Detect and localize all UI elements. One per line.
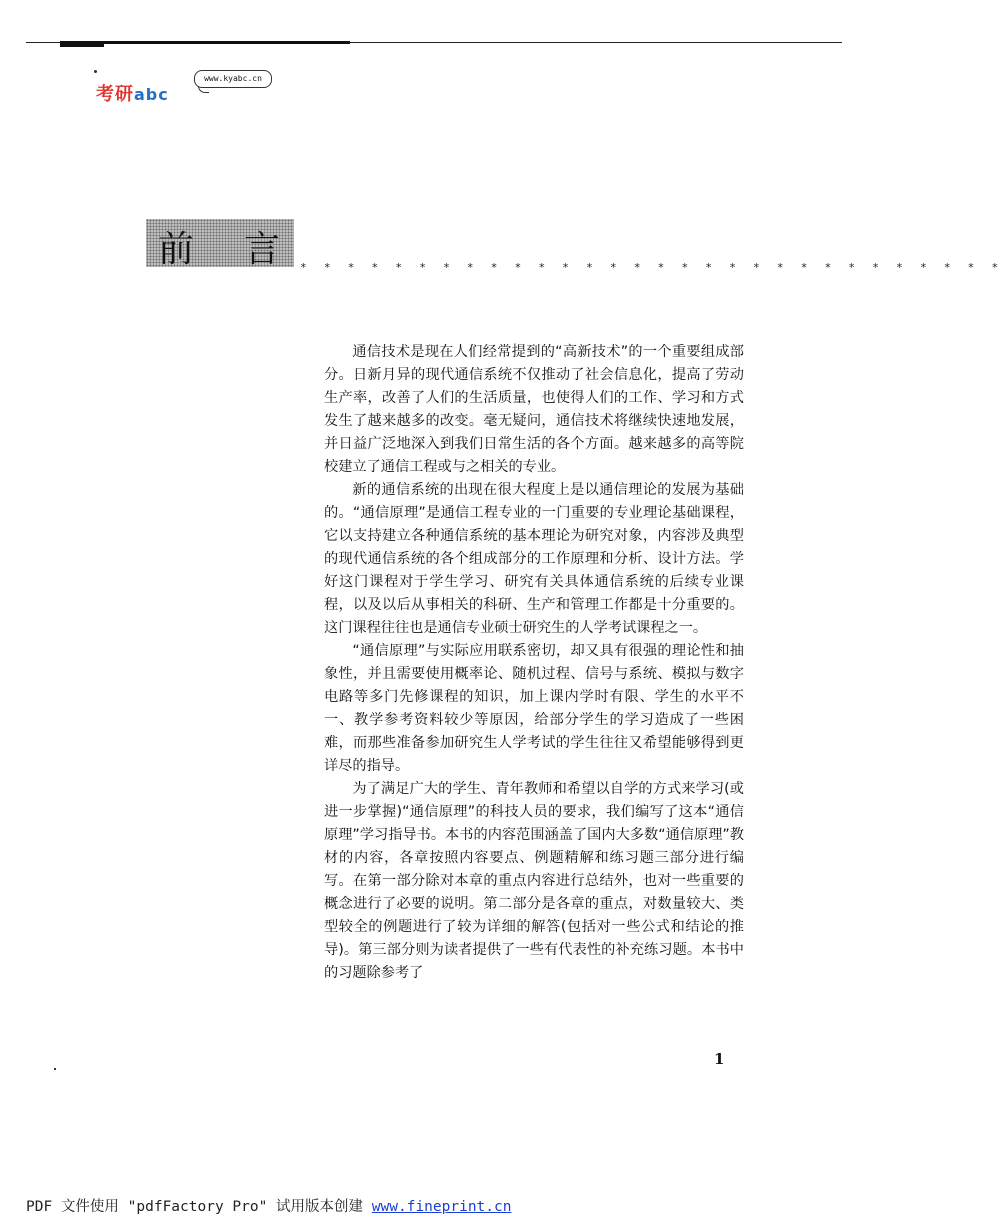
- logo-text-chinese: 考研: [96, 84, 134, 105]
- preface-body: [324, 341, 744, 985]
- paragraph-1: 通信技术是现在人们经常提到的“高新技术”的一个重要组成部分。日新月异的现代通信系统不仅推动了社会信息化，提高了劳动生产率，改善了人们的生活质量，也使得人们的工作、学习和方式发生了越来越多的改变。毫无疑问，通信技术将继续快速地发展，并日益广泛地深入到我们日常生活的各个方面。越来越多的高等院校建立了通信工程或与之相关的专业。: [324, 344, 744, 475]
- page-number: 1: [714, 1050, 725, 1068]
- paragraph-3: “通信原理”与实际应用联系密切，却又具有很强的理论性和抽象性，并且需要使用概率论、随机过程、信号与系统、模拟与数字电路等多门先修课程的知识，加上课内学时有限、学生的水平不一、教学参考资料较少等原因，给部分学生的学习造成了一些困难，而那些准备参加研究生人学考试的学生往往又希望能够得到更详尽的指导。: [324, 643, 744, 774]
- section-heading: [146, 219, 294, 270]
- bubble-tail: [198, 86, 209, 93]
- top-rule-accent-thick: [60, 43, 104, 47]
- website-bubble: www.kyabc.cn: [194, 70, 272, 88]
- logo-text-abc: abc: [134, 85, 169, 104]
- pdf-footer: [26, 1195, 511, 1216]
- scan-speck: [54, 1068, 56, 1070]
- footer-link[interactable]: www.fineprint.cn: [371, 1199, 512, 1215]
- paragraph-4: 为了满足广大的学生、青年教师和希望以自学的方式来学习(或进一步掌握)“通信原理”的科技人员的要求，我们编写了这本“通信原理”学习指导书。本书的内容范围涵盖了国内大多数“通信原理”教材的内容，各章按照内容要点、例题精解和练习题三部分进行编写。在第一部分除对本章的重点内容进行总结外，也对一些重要的概念进行了必要的说明。第二部分是各章的重点，对数量较大、类型较全的例题进行了较为详细的解答(包括对一些公式和结论的推导)。第三部分则为读者提供了一些有代表性的补充练习题。本书中的习题除参考了: [324, 781, 744, 981]
- bleed-through-text: [296, 214, 626, 262]
- heading-char-2: 言: [244, 229, 281, 270]
- star-divider: * * * * * * * * * * * * * * * * * * * * * * * * * * * * * *: [300, 261, 1003, 274]
- heading-char-1: 前: [158, 229, 195, 270]
- footer-text: PDF 文件使用 "pdfFactory Pro" 试用版本创建: [26, 1199, 372, 1215]
- logo: [96, 80, 169, 106]
- paragraph-2: 新的通信系统的出现在很大程度上是以通信理论的发展为基础的。“通信原理”是通信工程专业的一门重要的专业理论基础课程，它以支持建立各种通信系统的基本理论为研究对象，内容涉及典型的现代通信系统的各个组成部分的工作原理和分析、设计方法。学好这门课程对于学生学习、研究有关具体通信系统的后续专业课程，以及以后从事相关的科研、生产和管理工作都是十分重要的。这门课程往往也是通信专业硕士研究生的人学考试课程之一。: [324, 482, 744, 636]
- logo-dot: [94, 70, 97, 73]
